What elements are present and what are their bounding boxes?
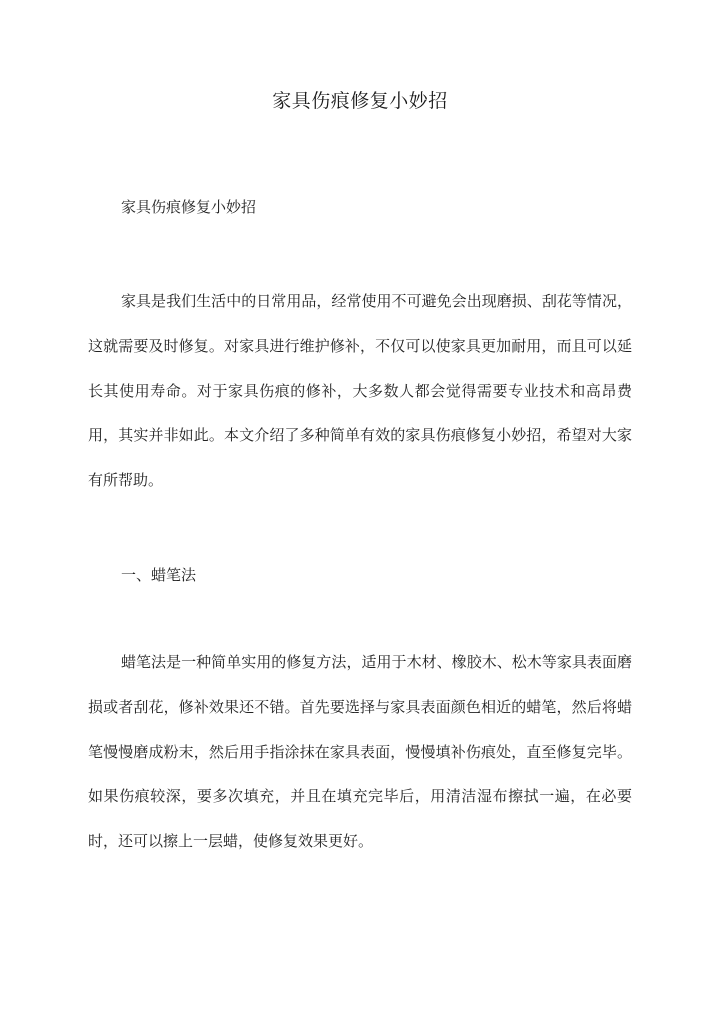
- document-subtitle: 家具伤痕修复小妙招: [121, 198, 257, 216]
- intro-paragraph: 家具是我们生活中的日常用品，经常使用不可避免会出现磨损、刮花等情况，这就需要及时修复。对家具进行维护修补，不仅可以使家具更加耐用，而且可以延长其使用寿命。对于家具伤痕的修补，大多数人都会觉得需要专业技术和高昂费用，其实并非如此。本文介绍了多种简单有效的家具伤痕修复小妙招，希望对大家有所帮助。: [88, 292, 632, 490]
- section-heading-crayon-method: 一、蜡笔法: [121, 566, 197, 584]
- document-title: 家具伤痕修复小妙招: [272, 90, 448, 112]
- section-paragraph-crayon-method: 蜡笔法是一种简单实用的修复方法，适用于木材、橡胶木、松木等家具表面磨损或者刮花，修补效果还不错。首先要选择与家具表面颜色相近的蜡笔，然后将蜡笔慢慢磨成粉末，然后用手指涂抹在家具表面，慢慢填补伤痕处，直至修复完毕。如果伤痕较深，要多次填充，并且在填充完毕后，用清洁湿布擦拭一遍，在必要时，还可以擦上一层蜡，使修复效果更好。: [88, 653, 632, 851]
